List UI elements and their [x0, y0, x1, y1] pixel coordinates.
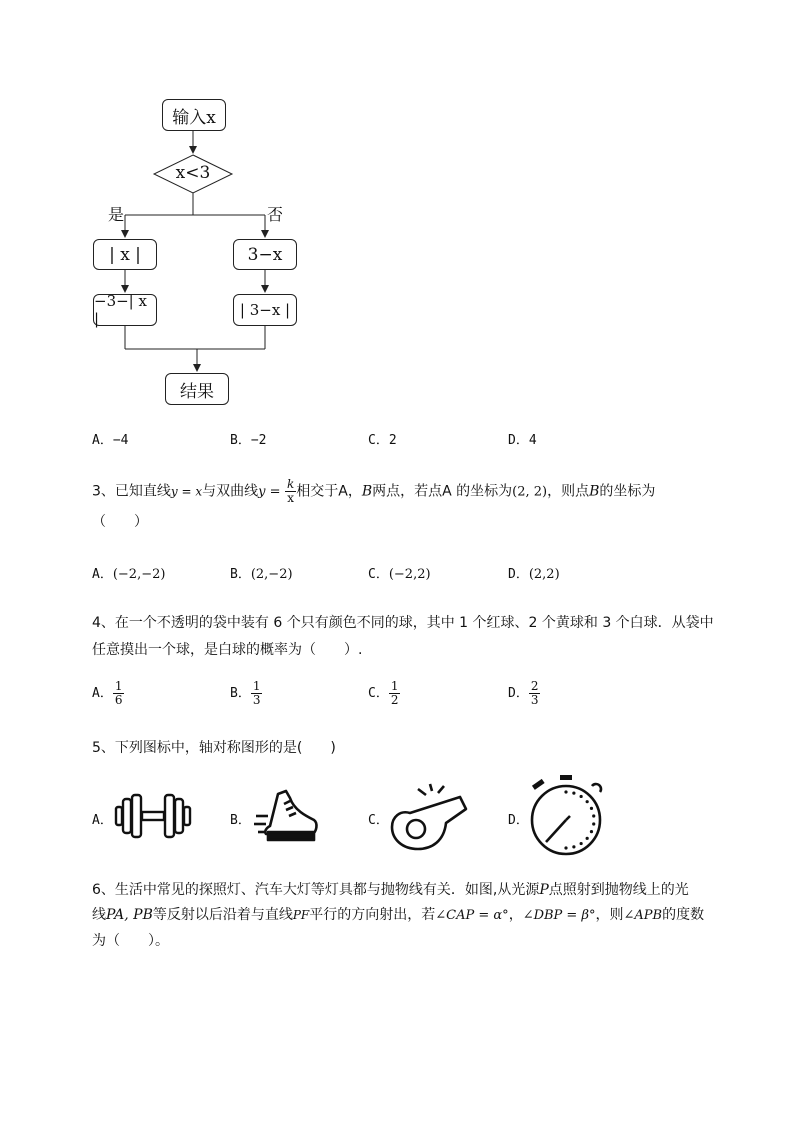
result-text: 结果: [180, 381, 214, 402]
q6-line3: 为（ ）。: [92, 933, 169, 949]
q5-stem: 5、下列图标中，轴对称图形的是( ): [92, 740, 336, 756]
no-label: 否: [267, 205, 284, 224]
stopwatch-tick: [590, 807, 593, 810]
abs-x-text: | x |: [109, 244, 141, 265]
q4-option-a: A． $\frac{1}{6}$: [92, 679, 123, 707]
left-expr-text: −3−| x |: [94, 292, 147, 328]
stopwatch-tick: [586, 800, 589, 803]
flowchart-abs-x-box: [93, 239, 157, 270]
flowchart-right-result-box: [233, 294, 297, 326]
stopwatch-tick: [580, 795, 583, 798]
q2-option-b: B．−2: [230, 433, 267, 448]
flowchart-input-box: [162, 99, 226, 131]
yes-label: 是: [108, 205, 125, 224]
q6-line2: 线PA, PB等反射以后沿着与直线PF平行的方向射出，若∠CAP = α°，∠DBP = β°，则∠APB的度数: [92, 907, 705, 923]
q2-option-c: C．2: [368, 433, 397, 448]
stopwatch-tick: [590, 830, 593, 833]
input-text: 输入x: [172, 107, 216, 128]
stopwatch-tick: [572, 792, 575, 795]
q3-option-b: B．(2,−2): [230, 567, 293, 582]
stopwatch-icon: [526, 774, 610, 860]
q3-option-a: A．(−2,−2): [92, 567, 166, 582]
q6-line1: 6、生活中常见的探照灯、汽车大灯等灯具都与抛物线有关．如图,从光源P点照射到抛物线上的光: [92, 882, 689, 898]
q2-option-d: D．4: [508, 433, 537, 448]
q5-option-c: C．: [368, 813, 389, 828]
stopwatch-tick: [564, 846, 567, 849]
right-expr-text: | 3−x |: [239, 301, 291, 319]
flowchart-result-box: [165, 373, 229, 405]
stopwatch-tick: [580, 842, 583, 845]
q3-option-c: C．(−2,2): [368, 567, 431, 582]
stopwatch-tick: [564, 790, 567, 793]
stopwatch-tick: [586, 837, 589, 840]
q4-line1: 4、在一个不透明的袋中装有 6 个只有颜色不同的球，其中 1 个红球、2 个黄球和 3 个白球．从袋中: [92, 615, 714, 631]
q4-option-d: D． $\frac{2}{3}$: [508, 679, 539, 707]
q4-option-b: B． $\frac{1}{3}$: [230, 679, 261, 707]
stopwatch-tick: [572, 845, 575, 848]
q3-option-d: D．(2,2): [508, 567, 560, 582]
q5-option-b: B．: [230, 813, 251, 828]
q3-answer-paren: （ ）: [92, 514, 148, 530]
3-minus-x-text: 3−x: [247, 244, 283, 265]
q2-option-a: A．−4: [92, 433, 129, 448]
q5-option-a: A．: [92, 813, 113, 828]
q4-line2: 任意摸出一个球，是白球的概率为（ ）.: [92, 642, 363, 658]
running-shoe-icon: [254, 788, 320, 846]
stopwatch-tick: [592, 814, 595, 817]
flowchart-left-result-box: [93, 294, 157, 326]
dumbbell-icon: [114, 793, 192, 839]
q5-option-d: D．: [508, 813, 529, 828]
whistle-icon: [388, 783, 472, 855]
flowchart-3-minus-x-box: [233, 239, 297, 270]
q3-stem: 3、已知直线y = x与双曲线y = $\frac{k}{x}$ 相交于A，B两点，若点A 的坐标为(2, 2)，则点B的坐标为: [92, 477, 656, 505]
stopwatch-tick: [592, 822, 595, 825]
flowchart-condition: x<3: [175, 163, 211, 183]
q4-option-c: C． $\frac{1}{2}$: [368, 679, 399, 707]
